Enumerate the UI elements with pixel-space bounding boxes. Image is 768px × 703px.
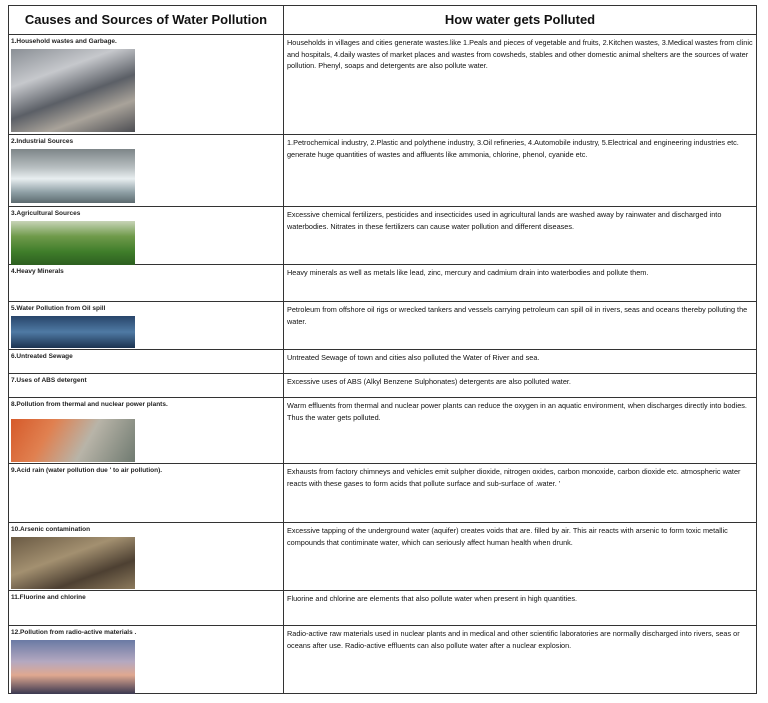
- cause-label: 12.Pollution from radio-active materials .: [11, 629, 137, 636]
- table-row: [9, 265, 756, 302]
- how-text: Excessive tapping of the underground water (aquifer) creates voids that are. filled by air. This air reacts with arsenic to form toxic metallic compounds that contiminate water, which can seriously affect human health when drunk.: [287, 526, 728, 547]
- how-text: Excessive chemical fertilizers, pesticides and insecticides used in agricultural lands are washed away by rainwater and discharged into waterbodies. Nitrates in these fertilizers can cause water pollution and different diseases.: [287, 210, 722, 231]
- cause-label: 9.Acid rain (water pollution due ' to air pollution).: [11, 467, 163, 474]
- header-how: How water gets Polluted: [444, 12, 596, 27]
- power-plant-effluent-photo: [11, 419, 135, 462]
- table-row: [9, 591, 756, 626]
- nuclear-plant-photo: [11, 640, 135, 694]
- table-row: [9, 135, 756, 207]
- how-text: Heavy minerals as well as metals like lead, zinc, mercury and cadmium drain into waterbodies and pollute them.: [287, 268, 649, 277]
- table-row: [9, 523, 756, 591]
- cause-label: 11.Fluorine and chlorine: [11, 594, 86, 601]
- how-text: Petroleum from offshore oil rigs or wrecked tankers and vessels carrying petroleum can spill oil in rivers, seas and oceans thereby polluting the water.: [287, 305, 748, 326]
- table-row: [9, 302, 756, 350]
- how-text: Exhausts from factory chimneys and vehicles emit sulpher dioxide, nitrogen oxides, carbon monoxide, carbon dioxide etc. atmospheric water reacts with these gases to form acids that pollute surface and sub-surface of .water. ': [287, 467, 741, 488]
- table-row: [9, 464, 756, 523]
- table-row: [9, 626, 756, 693]
- table-header: [9, 6, 756, 35]
- how-text: 1.Petrochemical industry, 2.Plastic and polythene industry, 3.Oil refineries, 4.Automobile industry, 5.Electrical and engineering industries etc. generate huge quantities of wastes and affluents like ammonia, chlorine, phenol, cyanide etc.: [287, 138, 739, 159]
- agriculture-spraying-photo: [11, 221, 135, 265]
- how-text: Fluorine and chlorine are elements that also pollute water when present in high quantities.: [287, 594, 578, 603]
- cause-label: 1.Household wastes and Garbage.: [11, 38, 117, 45]
- how-text: Untreated Sewage of town and cities also polluted the Water of River and sea.: [287, 353, 540, 362]
- oil-spill-photo: [11, 316, 135, 348]
- how-text: Households in villages and cities generate wastes.like 1.Peals and pieces of vegetable and fruits, 2.Kitchen wastes, 3.Medical wastes from clinic and hospitals, 4.daily wastes of market places and wastes from cowsheds, stables and other domestic animal shelters are the sources of water pollution. Phenyl, soaps and detergents are also pollute water.: [287, 38, 753, 70]
- cause-label: 4.Heavy Minerals: [11, 268, 64, 275]
- table-row: [9, 350, 756, 374]
- cause-label: 7.Uses of ABS detergent: [11, 377, 87, 384]
- how-text: Excessive uses of ABS (Alkyl Benzene Sulphonates) detergents are also polluted water.: [287, 377, 571, 386]
- table-row: [9, 207, 756, 265]
- cause-label: 6.Untreated Sewage: [11, 353, 73, 360]
- table-row: [9, 374, 756, 398]
- how-text: Radio-active raw materials used in nuclear plants and in medical and other scientific laboratories are normally discharged into rivers, seas or oceans after use. Radio-active effluents can also pollute water after a nuclear explosion.: [287, 629, 740, 650]
- cause-label: 2.Industrial Sources: [11, 138, 74, 145]
- arsenic-well-photo: [11, 537, 135, 589]
- garbage-photo: [11, 49, 135, 132]
- table-row: [9, 35, 756, 135]
- table-row: [9, 398, 756, 464]
- cause-label: 3.Agricultural Sources: [11, 210, 81, 217]
- cause-label: 8.Pollution from thermal and nuclear power plants.: [11, 401, 168, 408]
- cause-label: 5.Water Pollution from Oil spill: [11, 305, 106, 312]
- how-text: Warm effluents from thermal and nuclear power plants can reduce the oxygen in an aquatic environment, when discharges directly into bodies. Thus the water gets polluted.: [287, 401, 747, 422]
- cause-label: 10.Arsenic contamination: [11, 526, 91, 533]
- pollution-table: [8, 5, 757, 694]
- header-causes: Causes and Sources of Water Pollution: [9, 6, 284, 34]
- industrial-discharge-photo: [11, 149, 135, 203]
